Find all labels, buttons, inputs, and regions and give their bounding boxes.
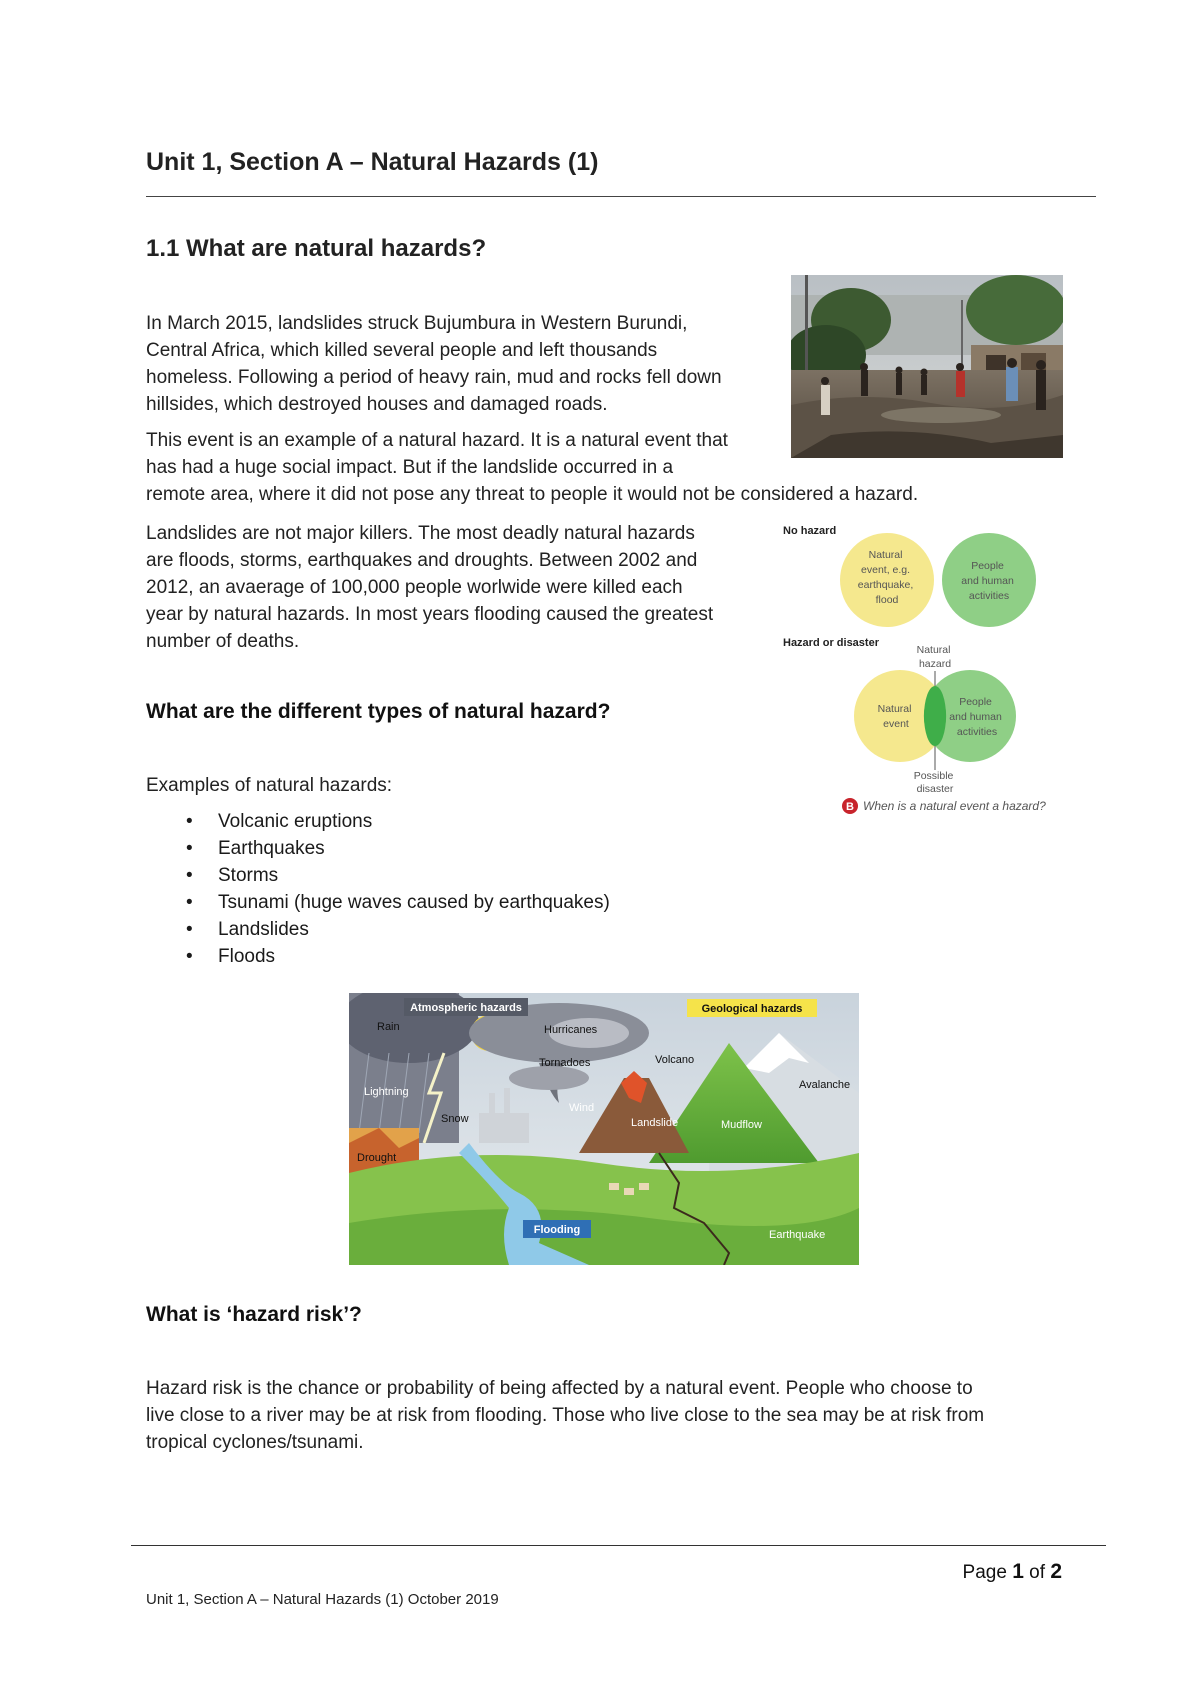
- text-line: homeless. Following a period of heavy rain, mud and rocks fell down: [146, 367, 722, 388]
- svg-text:B: B: [846, 801, 854, 813]
- label-earthquake: Earthquake: [769, 1229, 826, 1241]
- text-line: Hazard risk is the chance or probability of being affected by a natural event. People who choose to: [146, 1378, 973, 1399]
- footer-divider: [131, 1545, 1106, 1546]
- text-line: 2012, an avaerage of 100,000 people worlwide were killed each: [146, 577, 683, 598]
- list-item: • Volcanic eruptions: [146, 808, 846, 835]
- hazard-list: [146, 808, 846, 970]
- label-flooding: Flooding: [533, 1224, 581, 1236]
- label-drought: Drought: [357, 1152, 397, 1164]
- document-title: Unit 1, Section A – Natural Hazards (1): [146, 148, 599, 176]
- label-hurricanes: Hurricanes: [544, 1024, 598, 1036]
- paragraph-bujumbura: [146, 310, 722, 418]
- venn-caption: When is a natural event a hazard?: [863, 799, 1046, 813]
- text-line: hillsides, which destroyed houses and damaged roads.: [146, 394, 608, 415]
- label-landslide: Landslide: [631, 1117, 679, 1129]
- text-line: has had a huge social impact. But if the landslide occurred in a: [146, 457, 674, 478]
- venn-overlap-hazard: [924, 686, 946, 746]
- text-line: live close to a river may be at risk from flooding. Those who live close to the sea may be at risk from: [146, 1405, 985, 1426]
- svg-text:People and human activ: People and human activities: [949, 696, 1002, 738]
- text-line: In March 2015, landslides struck Bujumbura in Western Burundi,: [146, 313, 688, 334]
- list-item: • Floods: [146, 943, 846, 970]
- landslide-photo: [791, 275, 1063, 458]
- section-heading-types: What are the different types of natural hazard?: [146, 700, 611, 723]
- list-item: • Earthquakes: [146, 835, 846, 862]
- examples-intro: Examples of natural hazards:: [146, 775, 393, 796]
- label-tornadoes: Tornadoes: [539, 1057, 591, 1069]
- header-divider: [146, 196, 1096, 197]
- label-atmospheric-hazards: Atmospheric hazards: [410, 1002, 522, 1014]
- label-rain: Rain: [377, 1021, 400, 1033]
- paragraph-hazard-risk: [146, 1375, 984, 1456]
- svg-text:People and human activ: People and human activities: [961, 560, 1014, 602]
- section-heading-hazard-risk: What is ‘hazard risk’?: [146, 1303, 362, 1326]
- section-heading-what-are-natural-hazards: 1.1 What are natural hazards?: [146, 235, 487, 262]
- label-lightning: Lightning: [364, 1086, 409, 1098]
- footer-text: Unit 1, Section A – Natural Hazards (1) October 2019: [146, 1591, 499, 1608]
- page-number: Page 1 of 2: [962, 1560, 1062, 1583]
- hazard-venn-diagram: [780, 520, 1070, 820]
- natural-hazards-illustration: [349, 993, 859, 1265]
- label-volcano: Volcano: [655, 1054, 695, 1066]
- label-geological-hazards: Geological hazards: [701, 1003, 803, 1015]
- text-line: This event is an example of a natural hazard. It is a natural event that: [146, 430, 728, 451]
- list-item: • Storms: [146, 862, 846, 889]
- venn-no-hazard-title: No hazard: [783, 525, 837, 537]
- list-item: • Landslides: [146, 916, 846, 943]
- svg-text:Natural event, e.g. ea: Natural event, e.g. earthquake, flood: [857, 549, 914, 606]
- label-mudflow: Mudflow: [721, 1119, 762, 1131]
- label-avalanche: Avalanche: [799, 1079, 851, 1091]
- text-line: tropical cyclones/tsunami.: [146, 1432, 364, 1453]
- text-line: Central Africa, which killed several people and left thousands: [146, 340, 658, 361]
- svg-text:Natural event: Natural event: [877, 703, 912, 730]
- text-line: Landslides are not major killers. The most deadly natural hazards: [146, 523, 695, 544]
- text-line: number of deaths.: [146, 631, 300, 652]
- label-wind: Wind: [569, 1102, 595, 1114]
- list-item: • Tsunami (huge waves caused by earthquakes): [146, 889, 846, 916]
- svg-text:Possible disaster: Possible disaster: [913, 770, 954, 795]
- paragraph-deadly-hazards: [146, 520, 713, 655]
- label-snow: Snow: [441, 1113, 469, 1125]
- text-line: are floods, storms, earthquakes and droughts. Between 2002 and: [146, 550, 698, 571]
- venn-hazard-title: Hazard or disaster: [783, 637, 879, 649]
- text-line: year by natural hazards. In most years flooding caused the greatest: [146, 604, 714, 625]
- svg-text:Natural hazard: Natural hazard: [916, 644, 952, 670]
- text-line: remote area, where it did not pose any threat to people it would not be considered a hazard.: [146, 484, 919, 505]
